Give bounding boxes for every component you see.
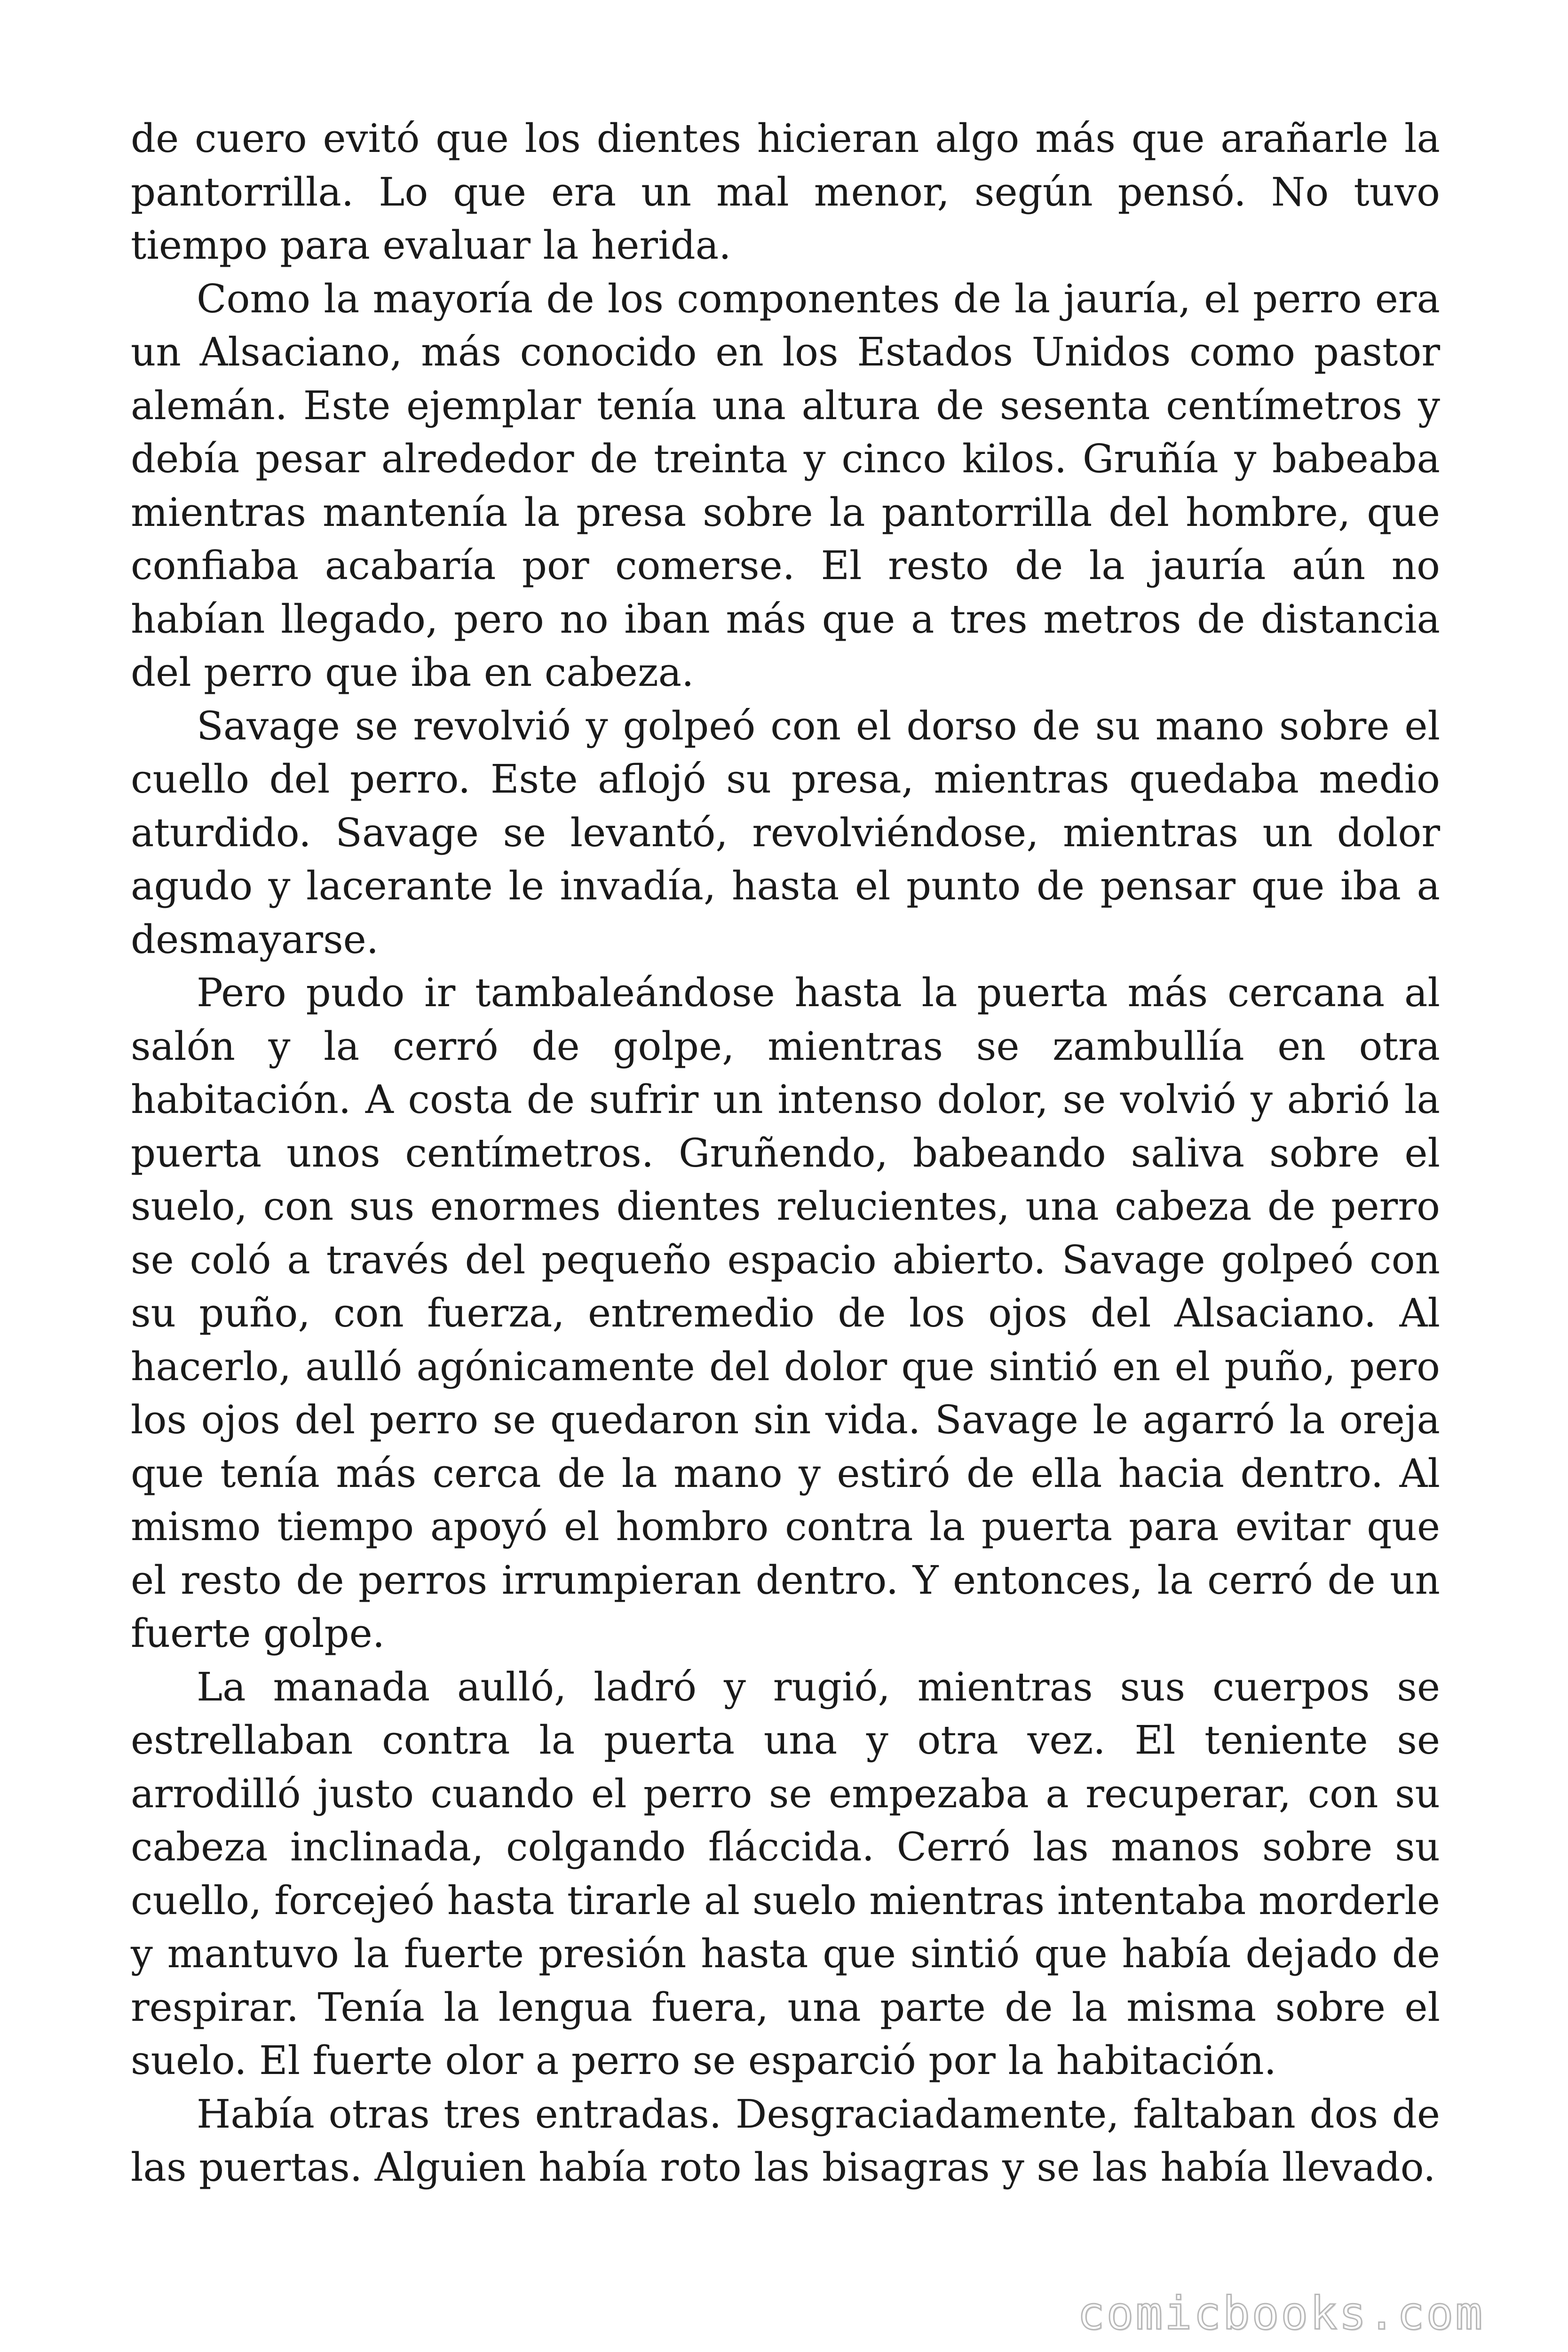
paragraph: La manada aulló, ladró y rugió, mientras sus cuerpos se estrellaban contra la puerta una y otra vez. El teniente se arrodilló justo cuando el perro se empezaba a recuperar, con su cabeza inclinada, colgando fláccida. Cerró las manos sobre su cuello, forcejeó hasta tirarle al suelo mientras intentaba morderle y mantuvo la fuerte presión hasta que sintió que había dejado de respirar. Tenía la lengua fuera, una parte de la misma sobre el suelo. El fuerte olor a perro se esparció por la habitación.: [131, 1664, 1440, 2083]
paragraph: Pero pudo ir tambaleándose hasta la puerta más cercana al salón y la cerró de golpe, mientras se zambullía en otra habitación. A costa de sufrir un intenso dolor, se volvió y abrió la puerta unos centímetros. Gruñendo, babeando saliva sobre el suelo, con sus enormes dientes relucientes, una cabeza de perro se coló a través del pequeño espacio abierto. Savage golpeó con su puño, con fuerza, entremedio de los ojos del Alsaciano. Al hacerlo, aulló agónicamente del dolor que sintió en el puño, pero los ojos del perro se quedaron sin vida. Savage le agarró la oreja que tenía más cerca de la mano y estiró de ella hacia dentro. Al mismo tiempo apoyó el hombro contra la puerta para evitar que el resto de perros irrumpieran dentro. Y entonces, la cerró de un fuerte golpe.: [131, 970, 1440, 1656]
paragraph: Savage se revolvió y golpeó con el dorso de su mano sobre el cuello del perro. Este aflojó su presa, mientras quedaba medio aturdido. Savage se levantó, revolviéndose, mientras un dolor agudo y lacerante le invadía, hasta el punto de pensar que iba a desmayarse.: [131, 703, 1440, 962]
paragraph: Había otras tres entradas. Desgraciadamente, faltaban dos de las puertas. Alguien había roto las bisagras y se las había llevado.: [131, 2091, 1440, 2190]
body-text: [131, 112, 1440, 2194]
paragraph-continuation: de cuero evitó que los dientes hicieran algo más que arañarle la pantorrilla. Lo que era un mal menor, según pensó. No tuvo tiempo para evaluar la herida.: [131, 116, 1440, 268]
watermark: comicbooks.com: [1077, 2287, 1484, 2340]
paragraph: Como la mayoría de los componentes de la jauría, el perro era un Alsaciano, más conocido en los Estados Unidos como pastor alemán. Este ejemplar tenía una altura de sesenta centímetros y debía pesar alrededor de treinta y cinco kilos. Gruñía y babeaba mientras mantenía la presa sobre la pantorrilla del hombre, que confiaba acabaría por comerse. El resto de la jauría aún no habían llegado, pero no iban más que a tres metros de distancia del perro que iba en cabeza.: [131, 276, 1440, 695]
